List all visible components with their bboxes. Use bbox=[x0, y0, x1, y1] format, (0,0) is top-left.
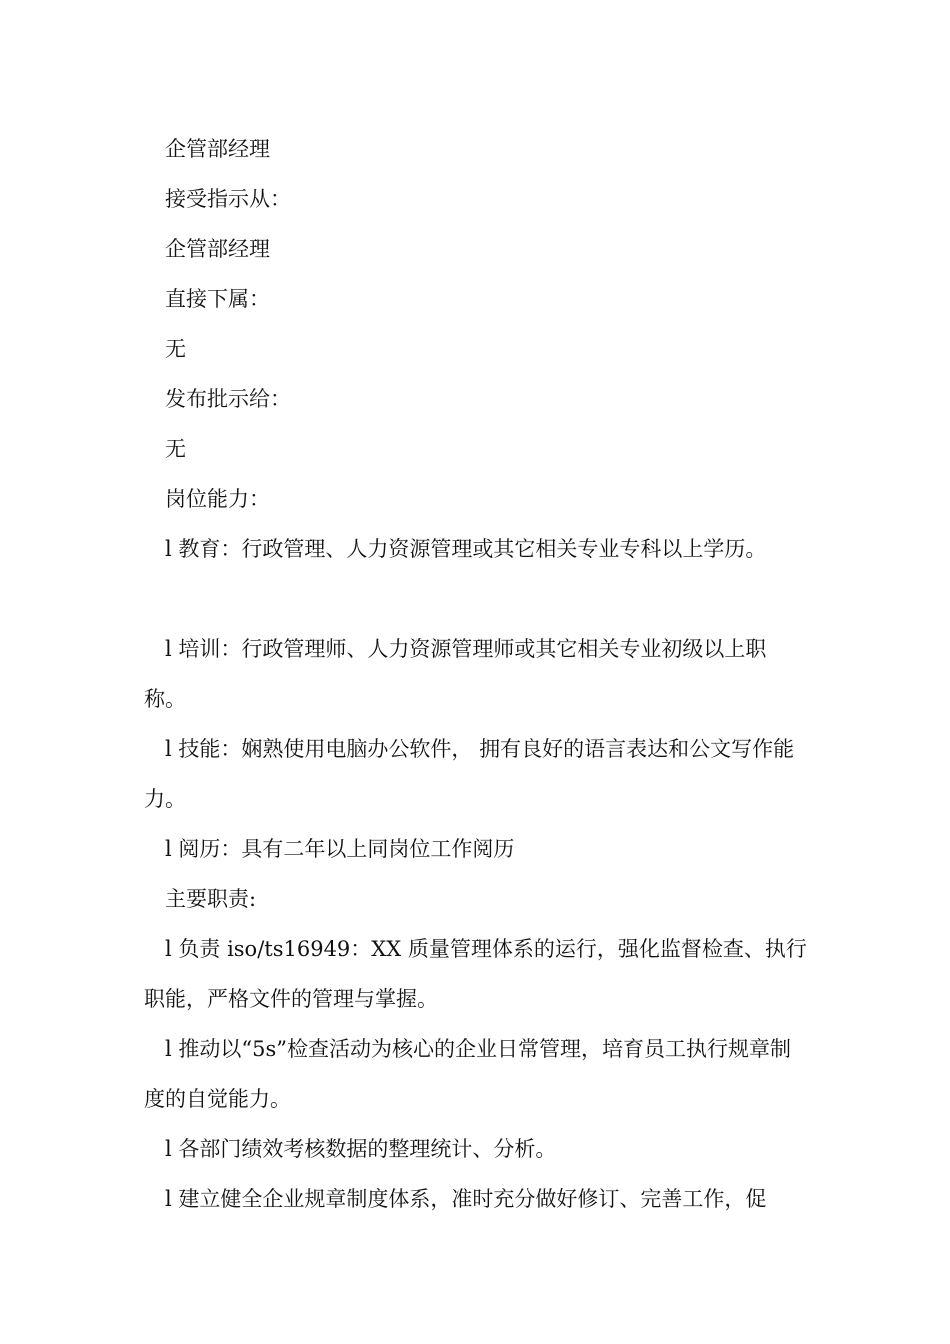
document-body bbox=[144, 124, 808, 1224]
paragraph-skills: l 技能：娴熟使用电脑办公软件， 拥有良好的语言表达和公文写作能力。 bbox=[144, 737, 795, 811]
paragraph-main-duties-heading: 主要职责: bbox=[165, 887, 257, 911]
paragraph-experience: l 阅历：具有二年以上同岗位工作阅历 bbox=[165, 837, 515, 861]
paragraph-duty-regulations: l 建立健全企业规章制度体系，准时充分做好修订、完善工作，促 bbox=[165, 1187, 767, 1211]
paragraph-education: l 教育：行政管理、人力资源管理或其它相关专业专科以上学历。 bbox=[165, 537, 767, 561]
paragraph-direct-reports-value: 无 bbox=[165, 337, 186, 361]
paragraph-issue-instructions-label: 发布批示给： bbox=[165, 387, 291, 411]
paragraph-duty-quality-system: l 负责 iso/ts16949：XX 质量管理体系的运行，强化监督检查、执行职能，严格文件的管理与掌握。 bbox=[144, 937, 807, 1011]
paragraph-training: l 培训：行政管理师、人力资源管理师或其它相关专业初级以上职称。 bbox=[144, 637, 767, 711]
paragraph-receive-instructions-value: 企管部经理 bbox=[165, 237, 270, 261]
paragraph-receive-instructions-label: 接受指示从： bbox=[165, 187, 291, 211]
paragraph-issue-instructions-value: 无 bbox=[165, 437, 186, 461]
paragraph-supervisor: 企管部经理 bbox=[165, 137, 270, 161]
paragraph-job-competency-heading: 岗位能力： bbox=[165, 487, 270, 511]
paragraph-duty-5s: l 推动以“5s”检查活动为核心的企业日常管理，培育员工执行规章制度的自觉能力。 bbox=[144, 1037, 791, 1111]
paragraph-direct-reports-label: 直接下属： bbox=[165, 287, 270, 311]
paragraph-duty-performance-data: l 各部门绩效考核数据的整理统计、分析。 bbox=[165, 1137, 557, 1161]
